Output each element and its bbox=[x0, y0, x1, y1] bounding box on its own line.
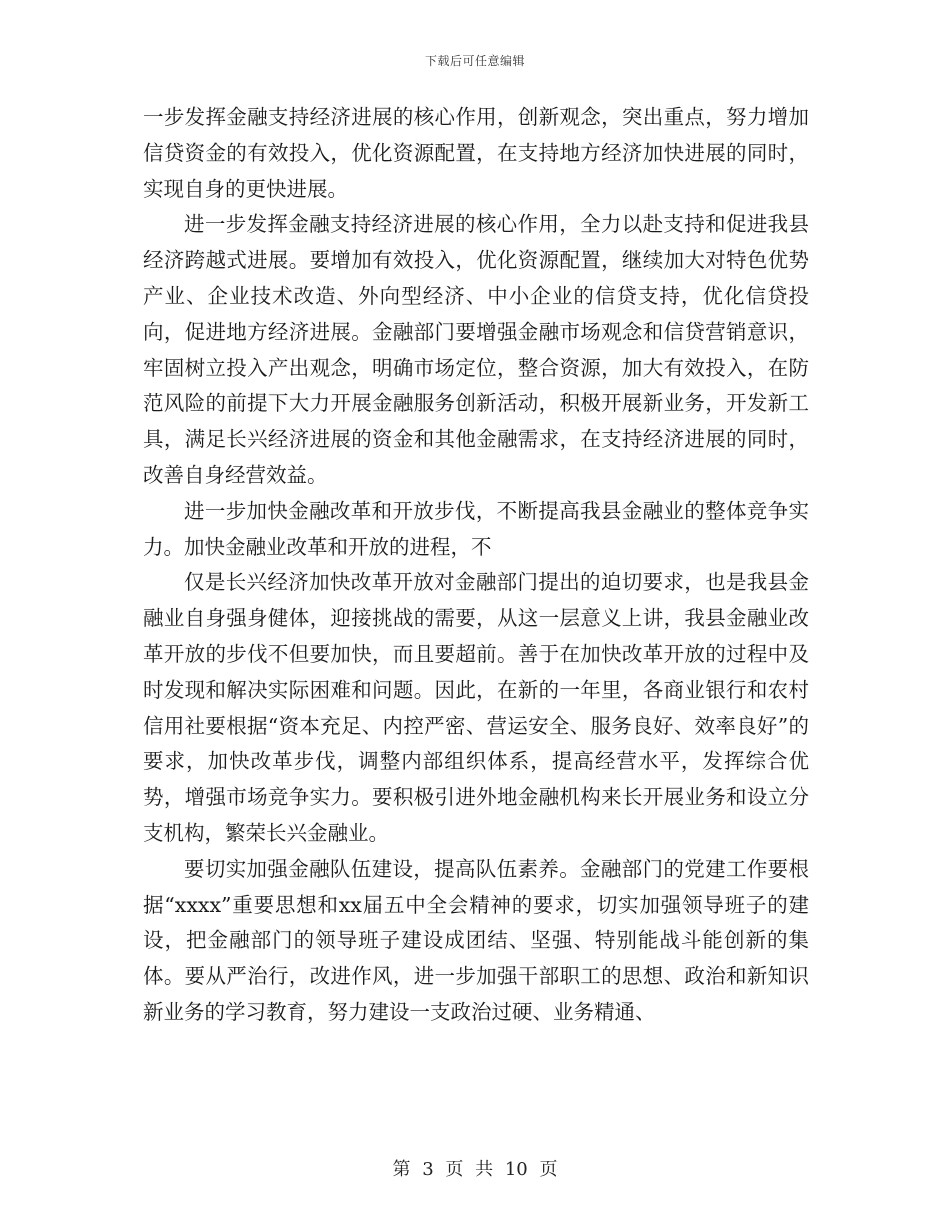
paragraph-1: 一步发挥金融支持经济进展的核心作用，创新观念，突出重点，努力增加信贷资金的有效投入，优化资源配置，在支持地方经济加快进展的同时，实现自身的更快进展。 bbox=[143, 105, 809, 201]
paragraph-4: 仅是长兴经济加快改革开放对金融部门提出的迫切要求，也是我县金融业自身强身健体，迎接挑战的需要，从这一层意义上讲，我县金融业改革开放的步伐不但要加快，而且要超前。善于在加快改革开放的过程中及时发现和解决实际困难和问题。因此，在新的一年里，各商业银行和农村信用社要根据“资本充足、内控严密、营运安全、服务良好、效率良好”的要求，加快改革步伐，调整内部组织体系，提高经营水平，发挥综合优势，增强市场竞争实力。要积极引进外地金融机构来长开展业务和设立分支机构，繁荣长兴金融业。 bbox=[143, 570, 809, 845]
document-body bbox=[143, 100, 809, 1031]
page-header-note: 下载后可任意编辑 bbox=[424, 54, 525, 68]
paragraph-2: 进一步发挥金融支持经济进展的核心作用，全力以赴支持和促进我县经济跨越式进展。要增加有效投入，优化资源配置，继续加大对特色优势产业、企业技术改造、外向型经济、中小企业的信贷支持，优化信贷投向，促进地方经济进展。金融部门要增强金融市场观念和信贷营销意识，牢固树立投入产出观念，明确市场定位，整合资源，加大有效投入，在防范风险的前提下大力开展金融服务创新活动，积极开展新业务，开发新工具，满足长兴经济进展的资金和其他金融需求，在支持经济进展的同时，改善自身经营效益。 bbox=[143, 212, 809, 487]
paragraph-5: 要切实加强金融队伍建设，提高队伍素养。金融部门的党建工作要根据“xxxx”重要思想和xx届五中全会精神的要求，切实加强领导班子的建设，把金融部门的领导班子建设成团结、坚强、特别能战斗能创新的集体。要从严治行，改进作风，进一步加强干部职工的思想、政治和新知识新业务的学习教育，努力建设一支政治过硬、业务精通、 bbox=[143, 856, 809, 1024]
page-number: 第 3 页 共 10 页 bbox=[392, 1159, 558, 1180]
paragraph-3: 进一步加快金融改革和开放步伐，不断提高我县金融业的整体竞争实力。加快金融业改革和开放的进程，不 bbox=[143, 498, 809, 559]
